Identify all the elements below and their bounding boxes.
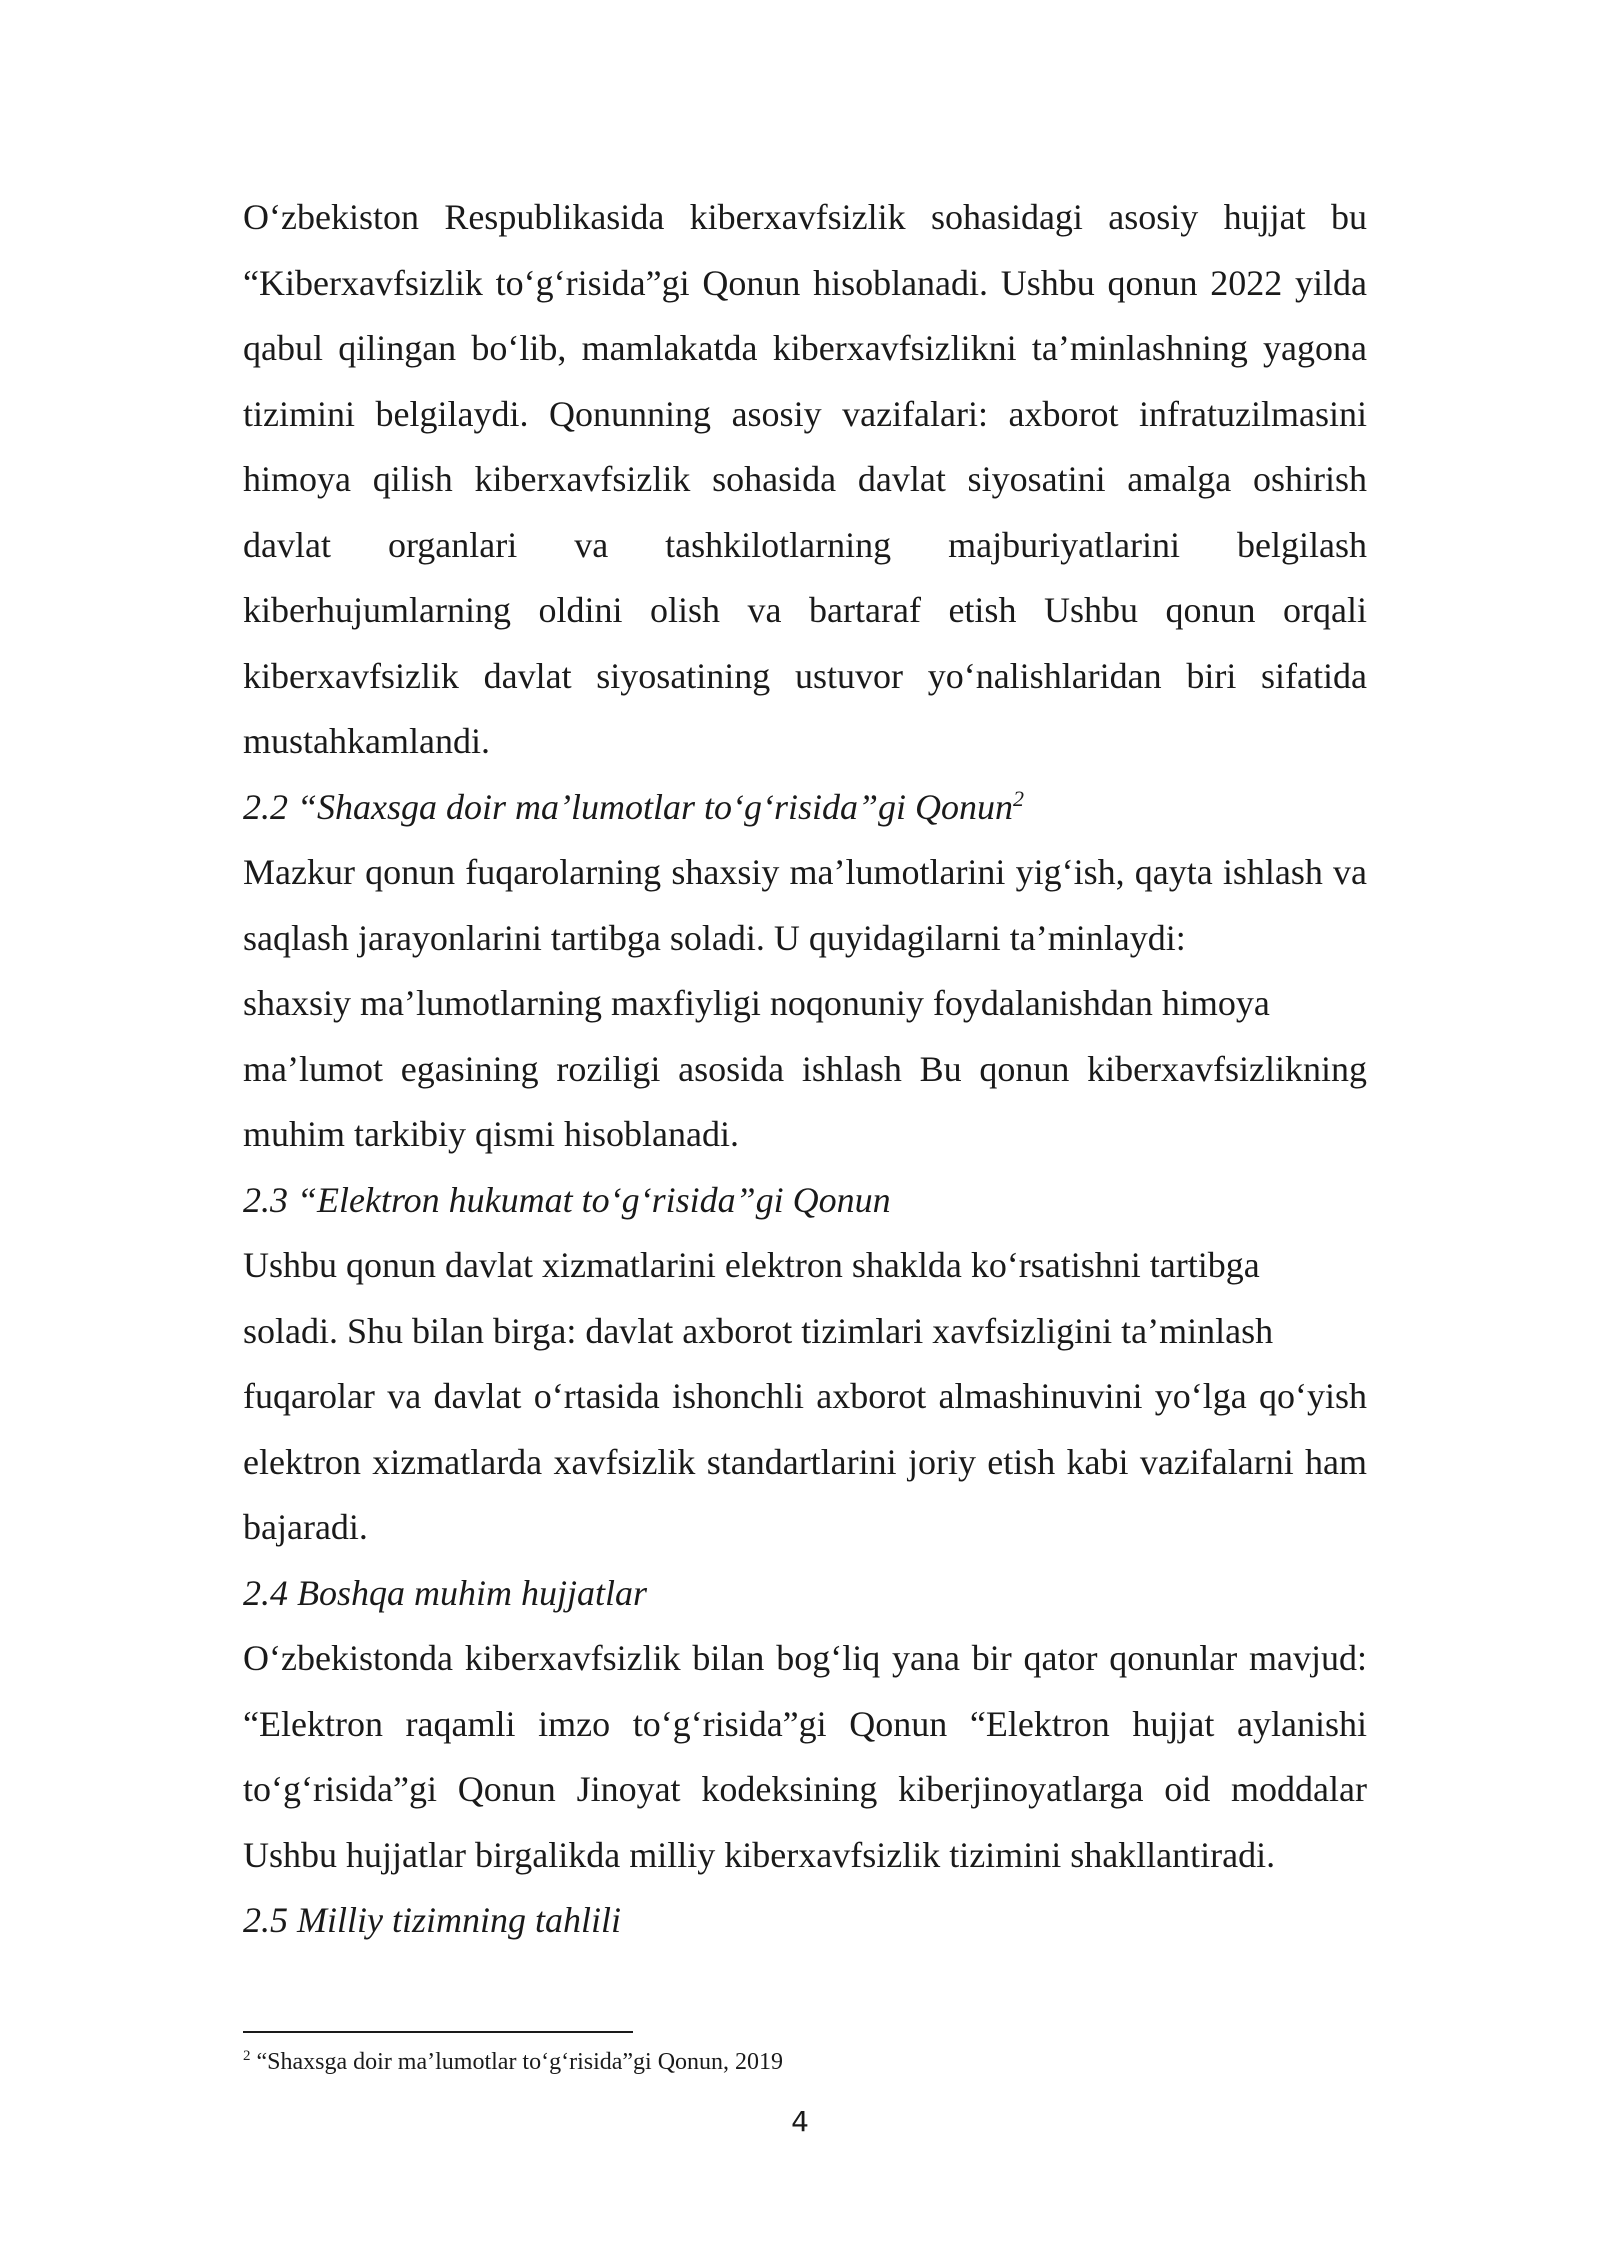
paragraph-e-government-law-cont: fuqarolar va davlat o‘rtasida ishonchli axborot almashinuvini yo‘lga qo‘yish elektron xizmatlarda xavfsizlik standartlarini joriy etish kabi vazifalarni ham bajaradi. bbox=[243, 1376, 1367, 1547]
footnote-text: “Shaxsga doir ma’lumotlar to‘g‘risida”gi Qonun, 2019 bbox=[250, 2049, 784, 2075]
paragraph-personal-data-law-line: shaxsiy ma’lumotlarning maxfiyligi noqonuniy foydalanishdan himoya bbox=[243, 983, 1270, 1023]
footnote bbox=[243, 2046, 1367, 2078]
footnote-reference[interactable]: 2 bbox=[1013, 785, 1025, 811]
paragraph-personal-data-law: Mazkur qonun fuqarolarning shaxsiy ma’lumotlarini yig‘ish, qayta ishlash va saqlash jarayonlarini tartibga soladi. U quyidagilarni ta’minlaydi: bbox=[243, 852, 1367, 958]
section-heading-2-4: 2.4 Boshqa muhim hujjatlar bbox=[243, 1572, 648, 1613]
footnote-marker: 2 bbox=[243, 2048, 251, 2064]
page-content bbox=[243, 185, 1367, 1954]
paragraph-personal-data-law-cont: ma’lumot egasining roziligi asosida ishlash Bu qonun kiberxavfsizlikning muhim tarkibiy qismi hisoblanadi. bbox=[243, 1048, 1367, 1154]
section-heading-2-3: 2.3 “Elektron hukumat to‘g‘risida”gi Qonun bbox=[243, 1179, 891, 1220]
paragraph-other-documents: O‘zbekistonda kiberxavfsizlik bilan bog‘liq yana bir qator qonunlar mavjud: “Elektron raqamli imzo to‘g‘risida”gi Qonun “Elektron hujjat aylanishi to‘g‘risida”gi Qonun Jinoyat kodeksining kiberjinoyatlarga oid moddalar Ushbu hujjatlar birgalikda milliy kiberxavfsizlik tizimini shakllantiradi. bbox=[243, 1638, 1367, 1875]
section-heading-2-2-text: 2.2 “Shaxsga doir ma’lumotlar to‘g‘risida”gi Qonun bbox=[243, 786, 1014, 827]
paragraph-e-government-law-line: soladi. Shu bilan birga: davlat axborot tizimlari xavfsizligini ta’minlash bbox=[243, 1310, 1274, 1351]
section-heading-2-2 bbox=[243, 775, 1367, 841]
paragraph-e-government-law: Ushbu qonun davlat xizmatlarini elektron shaklda ko‘rsatishni tartibga bbox=[243, 1245, 1260, 1285]
footnote-separator bbox=[243, 2031, 633, 2033]
section-heading-2-5: 2.5 Milliy tizimning tahlili bbox=[243, 1900, 621, 1940]
page-number: 4 bbox=[791, 2105, 809, 2138]
paragraph-cybersecurity-law: O‘zbekiston Respublikasida kiberxavfsizlik sohasidagi asosiy hujjat bu “Kiberxavfsizlik to‘g‘risida”gi Qonun hisoblanadi. Ushbu qonun 2022 yilda qabul qilingan bo‘lib, mamlakatda kiberxavfsizlikni ta’minlashning yagona tizimini belgilaydi. Qonunning asosiy vazifalari: axborot infratuzilmasini himoya qilish kiberxavfsizlik sohasida davlat siyosatini amalga oshirish davlat organlari va tashkilotlarning majburiyatlarini belgilash kiberhujumlarning oldini olish va bartaraf etish Ushbu qonun orqali kiberxavfsizlik davlat siyosatining ustuvor yo‘nalishlaridan biri sifatida mustahkamlandi. bbox=[243, 197, 1367, 761]
